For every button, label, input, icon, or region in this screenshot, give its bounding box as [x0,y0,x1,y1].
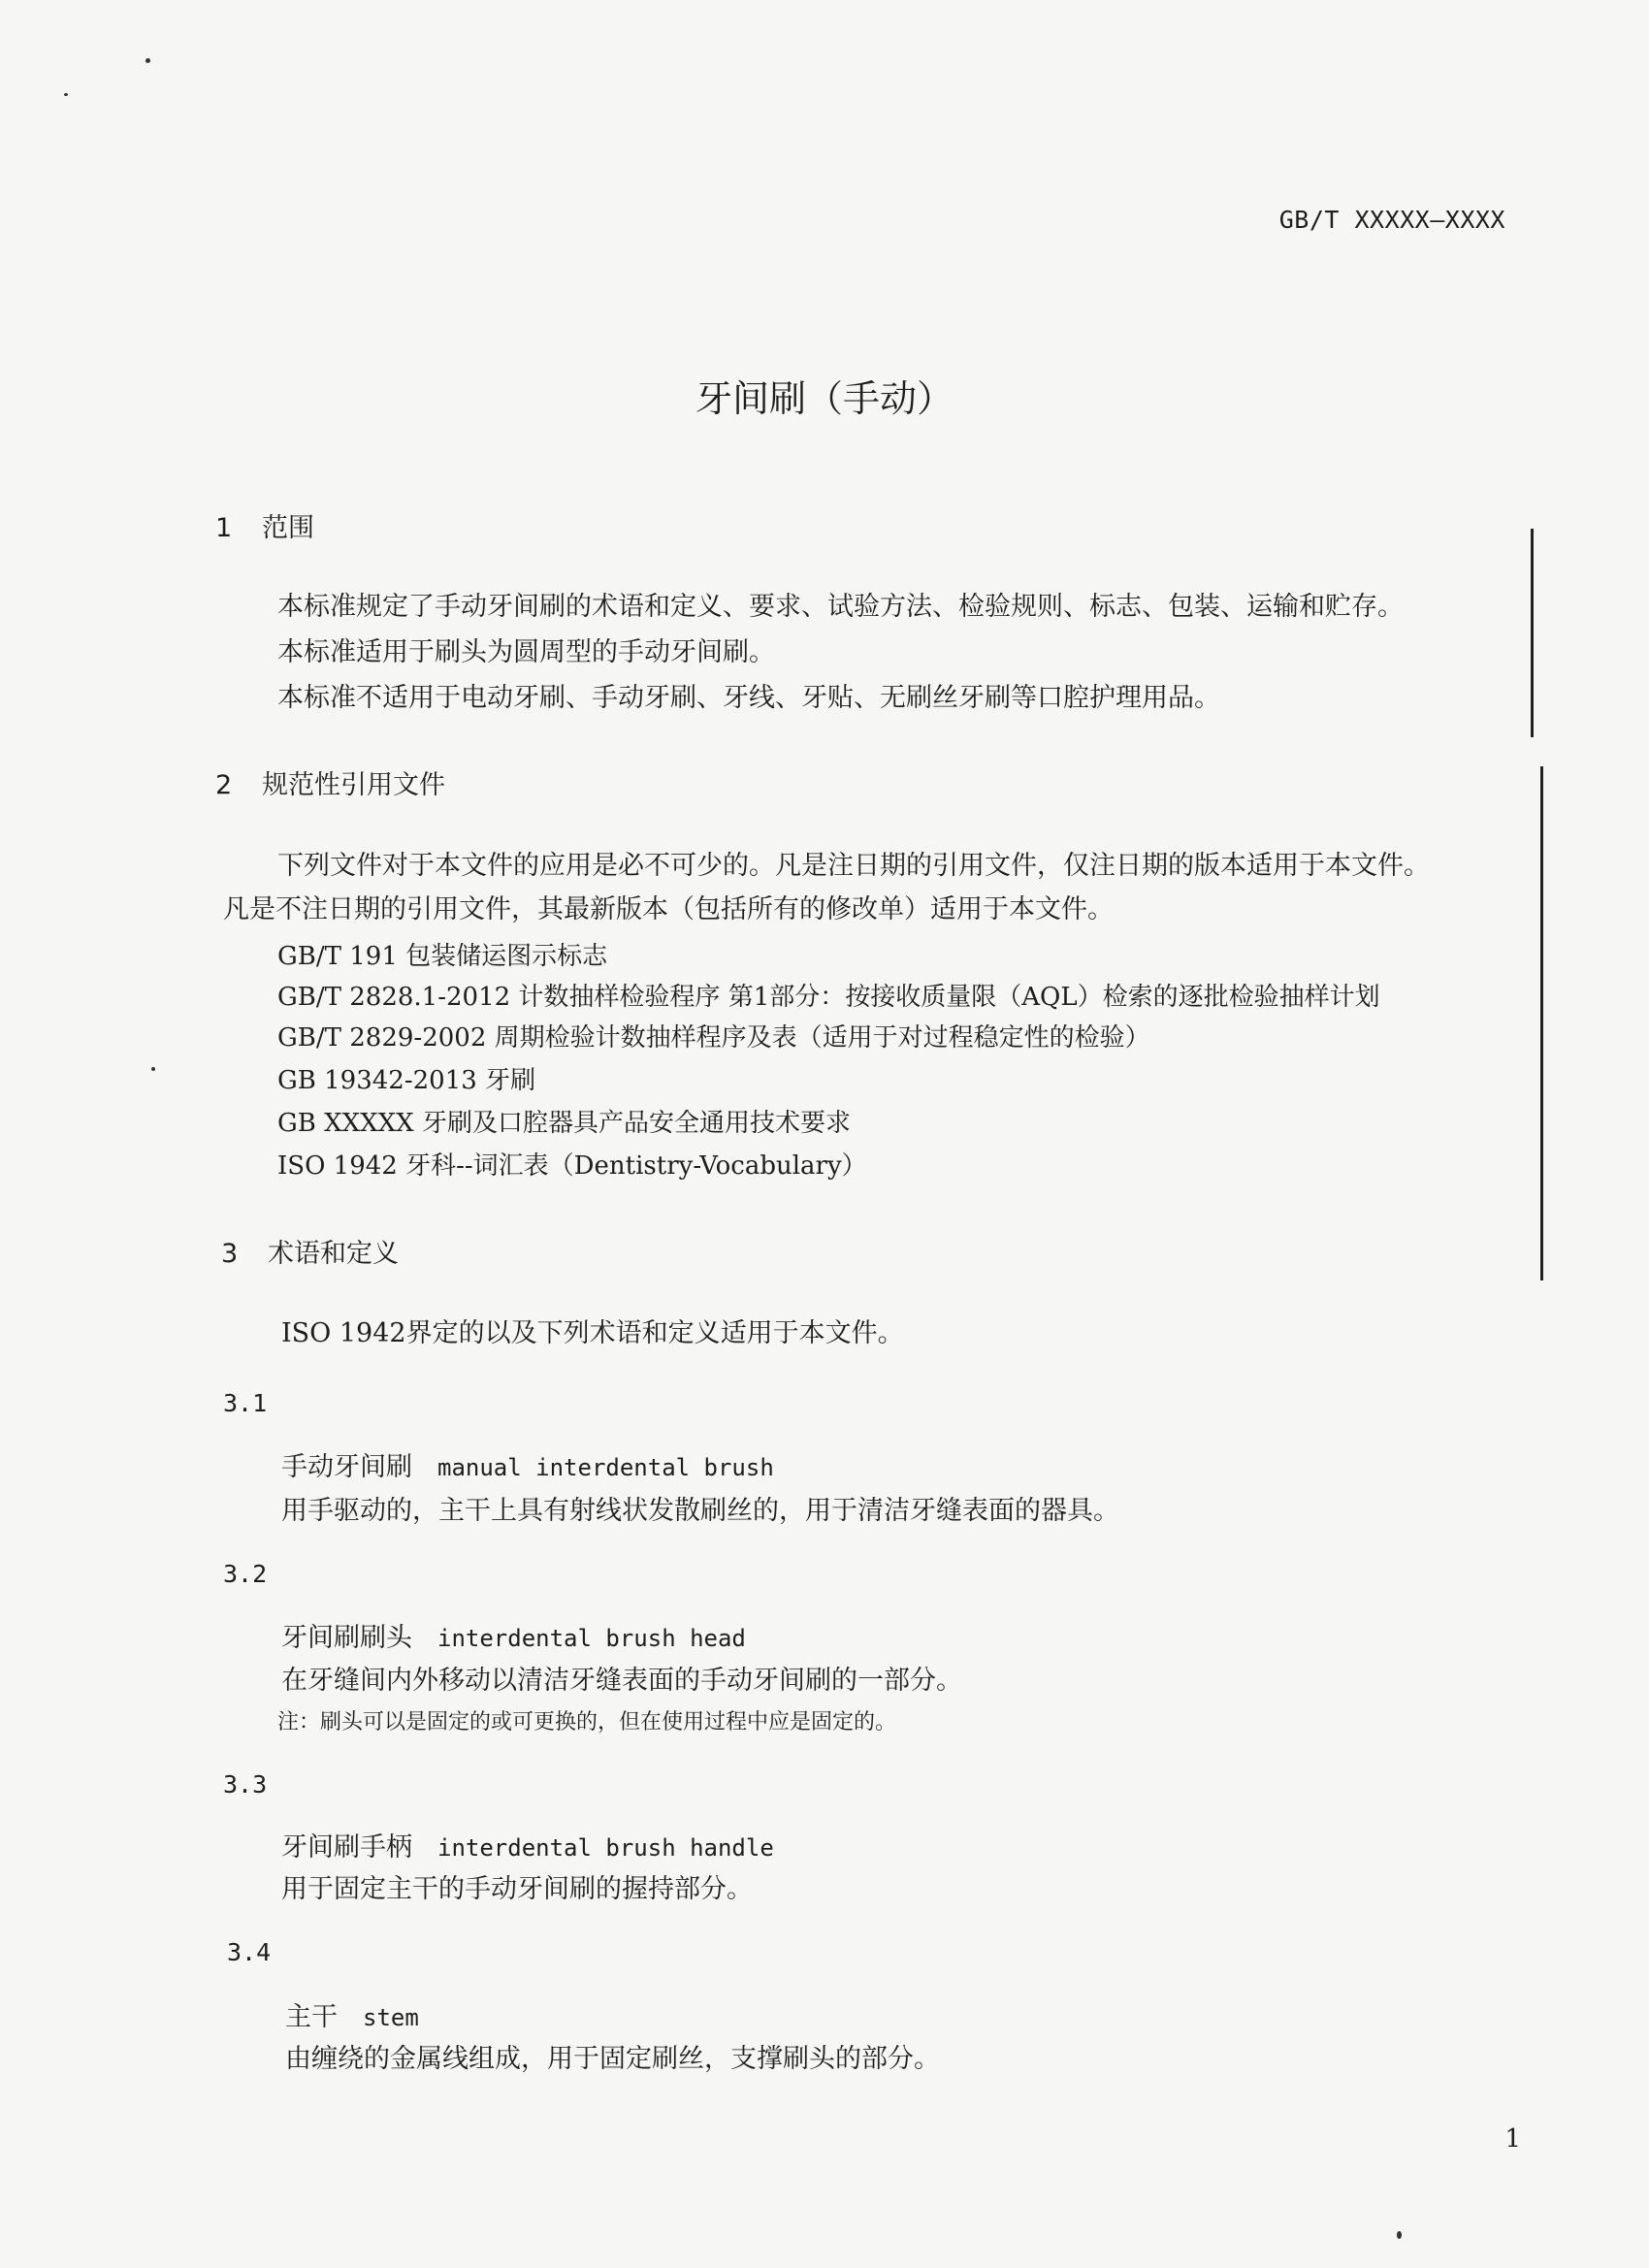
term-zh: 手动牙间刷 [281,1452,412,1482]
paragraph: ISO 1942界定的以及下列术语和定义适用于本文件。 [281,1318,904,1348]
term-number: 3.2 [223,1560,268,1588]
reference-item: GB/T 2829-2002 周期检验计数抽样程序及表（适用于对过程稳定性的检验） [277,1023,1150,1053]
section-title: 术语和定义 [268,1239,399,1269]
term-title [281,1616,746,1654]
paragraph: 本标准规定了手动牙间刷的术语和定义、要求、试验方法、检验规则、标志、包装、运输和贮存。 [277,592,1404,622]
term-zh: 牙间刷手柄 [281,1832,412,1863]
page-title: 牙间刷（手动） [695,377,954,420]
section-title: 范围 [262,513,314,543]
section-number: 1 [215,513,233,543]
term-zh: 牙间刷刷头 [281,1623,412,1653]
term-title [281,1826,774,1863]
change-bar [1540,766,1543,1280]
change-bar [1531,529,1534,737]
reference-item: GB/T 2828.1-2012 计数抽样检验程序 第1部分：按接收质量限（AQL）检索的逐批检验抽样计划 [277,983,1380,1012]
reference-item: ISO 1942 牙科--词汇表（Dentistry-Vocabulary） [277,1151,867,1181]
term-title [285,1995,419,2033]
section-number: 2 [215,770,233,800]
page-number: 1 [1504,2124,1521,2154]
term-en: manual interdental brush [437,1454,774,1481]
term-definition: 用于固定主干的手动牙间刷的握持部分。 [281,1874,753,1904]
standard-code: GB/T XXXXX—XXXX [1278,206,1505,234]
term-en: interdental brush handle [437,1834,774,1862]
term-number: 3.4 [227,1938,272,1966]
paragraph: 下列文件对于本文件的应用是必不可少的。凡是注日期的引用文件，仅注日期的版本适用于本文件。 [277,851,1430,881]
term-en: interdental brush head [437,1625,746,1652]
term-note: 注：刷头可以是固定的或可更换的，但在使用过程中应是固定的。 [277,1710,897,1734]
scan-speck [151,1067,155,1071]
scan-speck [146,58,150,63]
term-definition: 由缠绕的金属线组成，用于固定刷丝，支撑刷头的部分。 [285,2044,940,2074]
section-number: 3 [221,1239,239,1269]
paragraph: 本标准适用于刷头为圆周型的手动牙间刷。 [277,637,775,667]
reference-item: GB XXXXX 牙刷及口腔器具产品安全通用技术要求 [277,1109,851,1138]
paragraph: 本标准不适用于电动牙刷、手动牙刷、牙线、牙贴、无刷丝牙刷等口腔护理用品。 [277,683,1220,713]
term-title [281,1445,774,1483]
section-title: 规范性引用文件 [262,770,445,800]
paragraph: 凡是不注日期的引用文件，其最新版本（包括所有的修改单）适用于本文件。 [223,894,1114,924]
section-heading-scope [215,506,314,544]
term-definition: 在牙缝间内外移动以清洁牙缝表面的手动牙间刷的一部分。 [281,1666,962,1696]
reference-item: GB 19342-2013 牙刷 [277,1066,536,1095]
term-definition: 用手驱动的，主干上具有射线状发散刷丝的，用于清洁牙缝表面的器具。 [281,1496,1119,1526]
term-number: 3.1 [223,1389,268,1417]
reference-item: GB/T 191 包装储运图示标志 [277,942,608,971]
term-en: stem [363,2004,419,2031]
scan-speck [1397,2231,1402,2239]
section-heading-normative-references [215,763,445,801]
section-heading-terms-definitions [221,1232,399,1270]
term-number: 3.3 [223,1770,268,1798]
term-zh: 主干 [285,2002,338,2032]
scan-speck [64,93,68,96]
